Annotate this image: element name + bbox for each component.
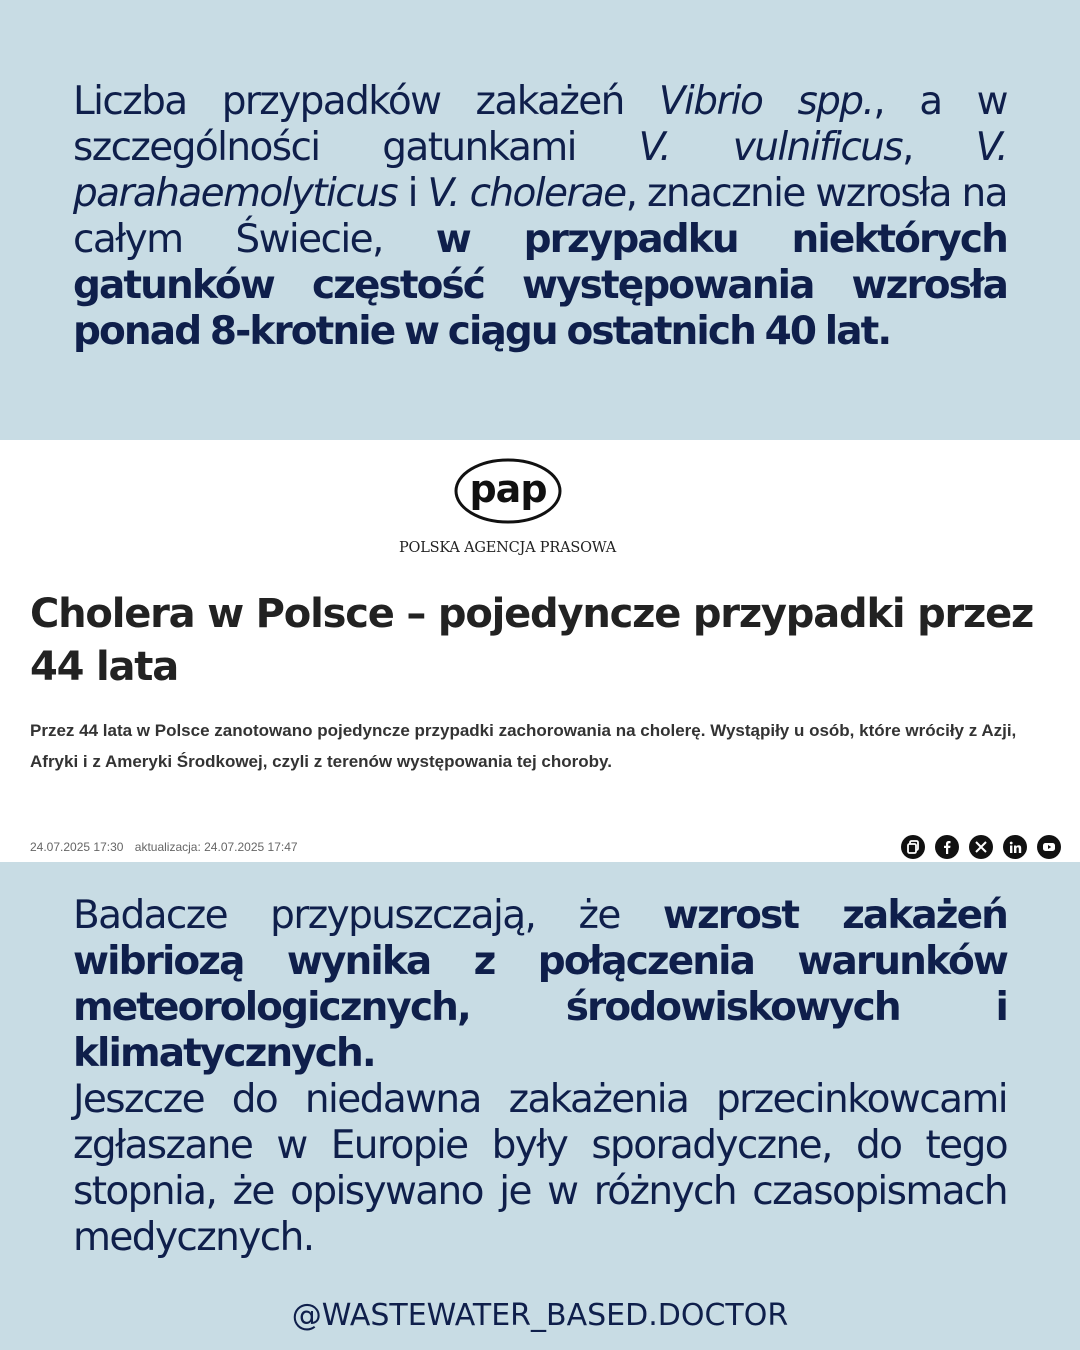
- logo-text: pap: [469, 467, 547, 511]
- article-headline[interactable]: Cholera w Polsce – pojedyncze przypadki przez 44 lata: [30, 591, 1034, 690]
- linkedin-icon[interactable]: [1003, 835, 1027, 859]
- facebook-icon[interactable]: [935, 835, 959, 859]
- species-name: V. cholerae: [427, 171, 626, 216]
- agency-name: POLSKA AGENCJA PRASOWA: [398, 540, 617, 556]
- text-segment: i: [396, 171, 428, 216]
- highlight-text: w przypadku niektórych gatunków częstość występowania wzrosła ponad 8-krotnie w ciągu ostatnich 40 lat.: [73, 217, 1007, 354]
- share-bar: [901, 835, 1061, 859]
- text-segment: Badacze przypuszczają, że: [73, 893, 663, 938]
- pap-logo: [454, 458, 562, 524]
- text-segment: Liczba przypadków zakażeń: [73, 79, 659, 124]
- copy-icon[interactable]: [901, 835, 925, 859]
- highlight-text: wzrost zakażeń wibriozą wynika z połączenia warunków meteorologicznych, środowiskowych i klimatycznych.: [73, 893, 1007, 1076]
- top-paragraph: [73, 79, 1007, 355]
- article-meta: [30, 840, 306, 854]
- species-name: V. vulnificus: [638, 125, 903, 170]
- top-band: [0, 0, 1080, 440]
- text-segment: ,: [902, 125, 976, 170]
- species-name: Vibrio spp.: [658, 79, 874, 124]
- text-segment: , a w szczególności gatunkami: [73, 79, 1007, 170]
- x-icon[interactable]: [969, 835, 993, 859]
- article-lead: Przez 44 lata w Polsce zanotowano pojedyncze przypadki zachorowania na cholerę. Wystąpiły u osób, które wróciły z Azji, Afryki i z Ameryki Środkowej, czyli z terenów występowania tej choroby.: [30, 721, 1017, 771]
- text-segment: Jeszcze do niedawna zakażenia przecinkowcami zgłaszane w Europie były sporadyczne, do tego stopnia, że opisywano je w różnych czasopismach medycznych.: [73, 1077, 1007, 1260]
- youtube-icon[interactable]: [1037, 835, 1061, 859]
- author-handle: @WASTEWATER_BASED.DOCTOR: [291, 1298, 789, 1333]
- updated-date: aktualizacja: 24.07.2025 17:47: [134, 840, 298, 854]
- article-screenshot: [0, 440, 1080, 862]
- published-date: 24.07.2025 17:30: [30, 840, 124, 854]
- bottom-paragraph: [73, 893, 1007, 1261]
- species-name: V. parahaemolyticus: [73, 125, 1007, 216]
- text-segment: , znacznie wzrosła na całym Świecie,: [73, 171, 1007, 262]
